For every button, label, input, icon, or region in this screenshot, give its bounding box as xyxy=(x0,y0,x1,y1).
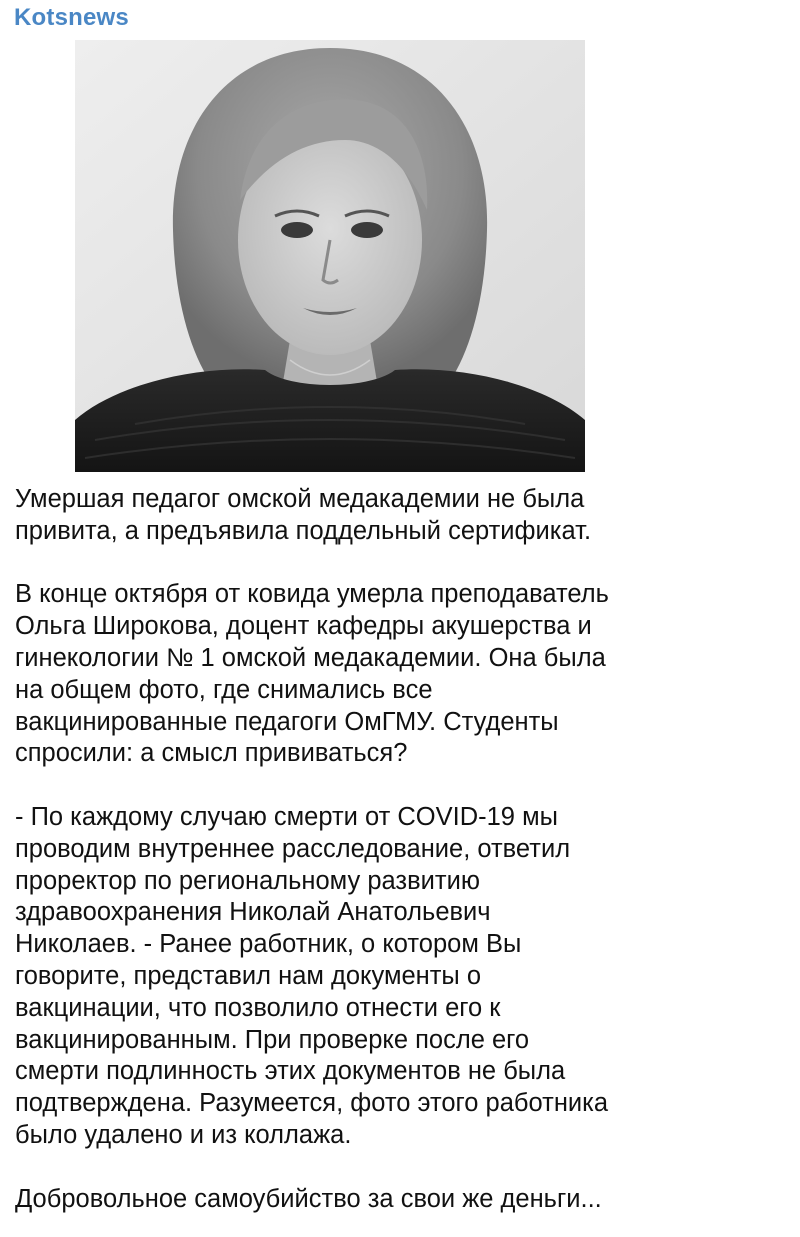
channel-name[interactable]: Kotsnews xyxy=(14,4,129,31)
post-text xyxy=(15,484,787,1215)
post-paragraph: Добровольное самоубийство за свои же деньги... xyxy=(15,1184,602,1213)
post-paragraph: В конце октября от ковида умерла преподаватель Ольга Широкова, доцент кафедры акушерства и гинекологии № 1 омской медакадемии. Она была на общем фото, где снимались все вакцинированные педагоги ОмГМУ. Студенты спросили: а смысл прививаться? xyxy=(15,580,609,768)
post-paragraph: - По каждому случаю смерти от COVID-19 мы проводим внутреннее расследование, ответил проректор по региональному развитию здравоохранения Николай Анатольевич Николаев. - Ранее работник, о котором Вы говорите, представил нам документы о вакцинации, что позволило отнести его к вакцинированным. При проверке после его смерти подлинность этих документов не была подтверждена. Разумеется, фото этого работника было удалено и из коллажа. xyxy=(15,802,609,1149)
portrait-photo-icon xyxy=(75,40,585,472)
post-paragraph: Умершая педагог омской медакадемии не была привита, а предъявила поддельный сертификат. xyxy=(15,485,592,545)
post-photo[interactable] xyxy=(75,40,585,472)
